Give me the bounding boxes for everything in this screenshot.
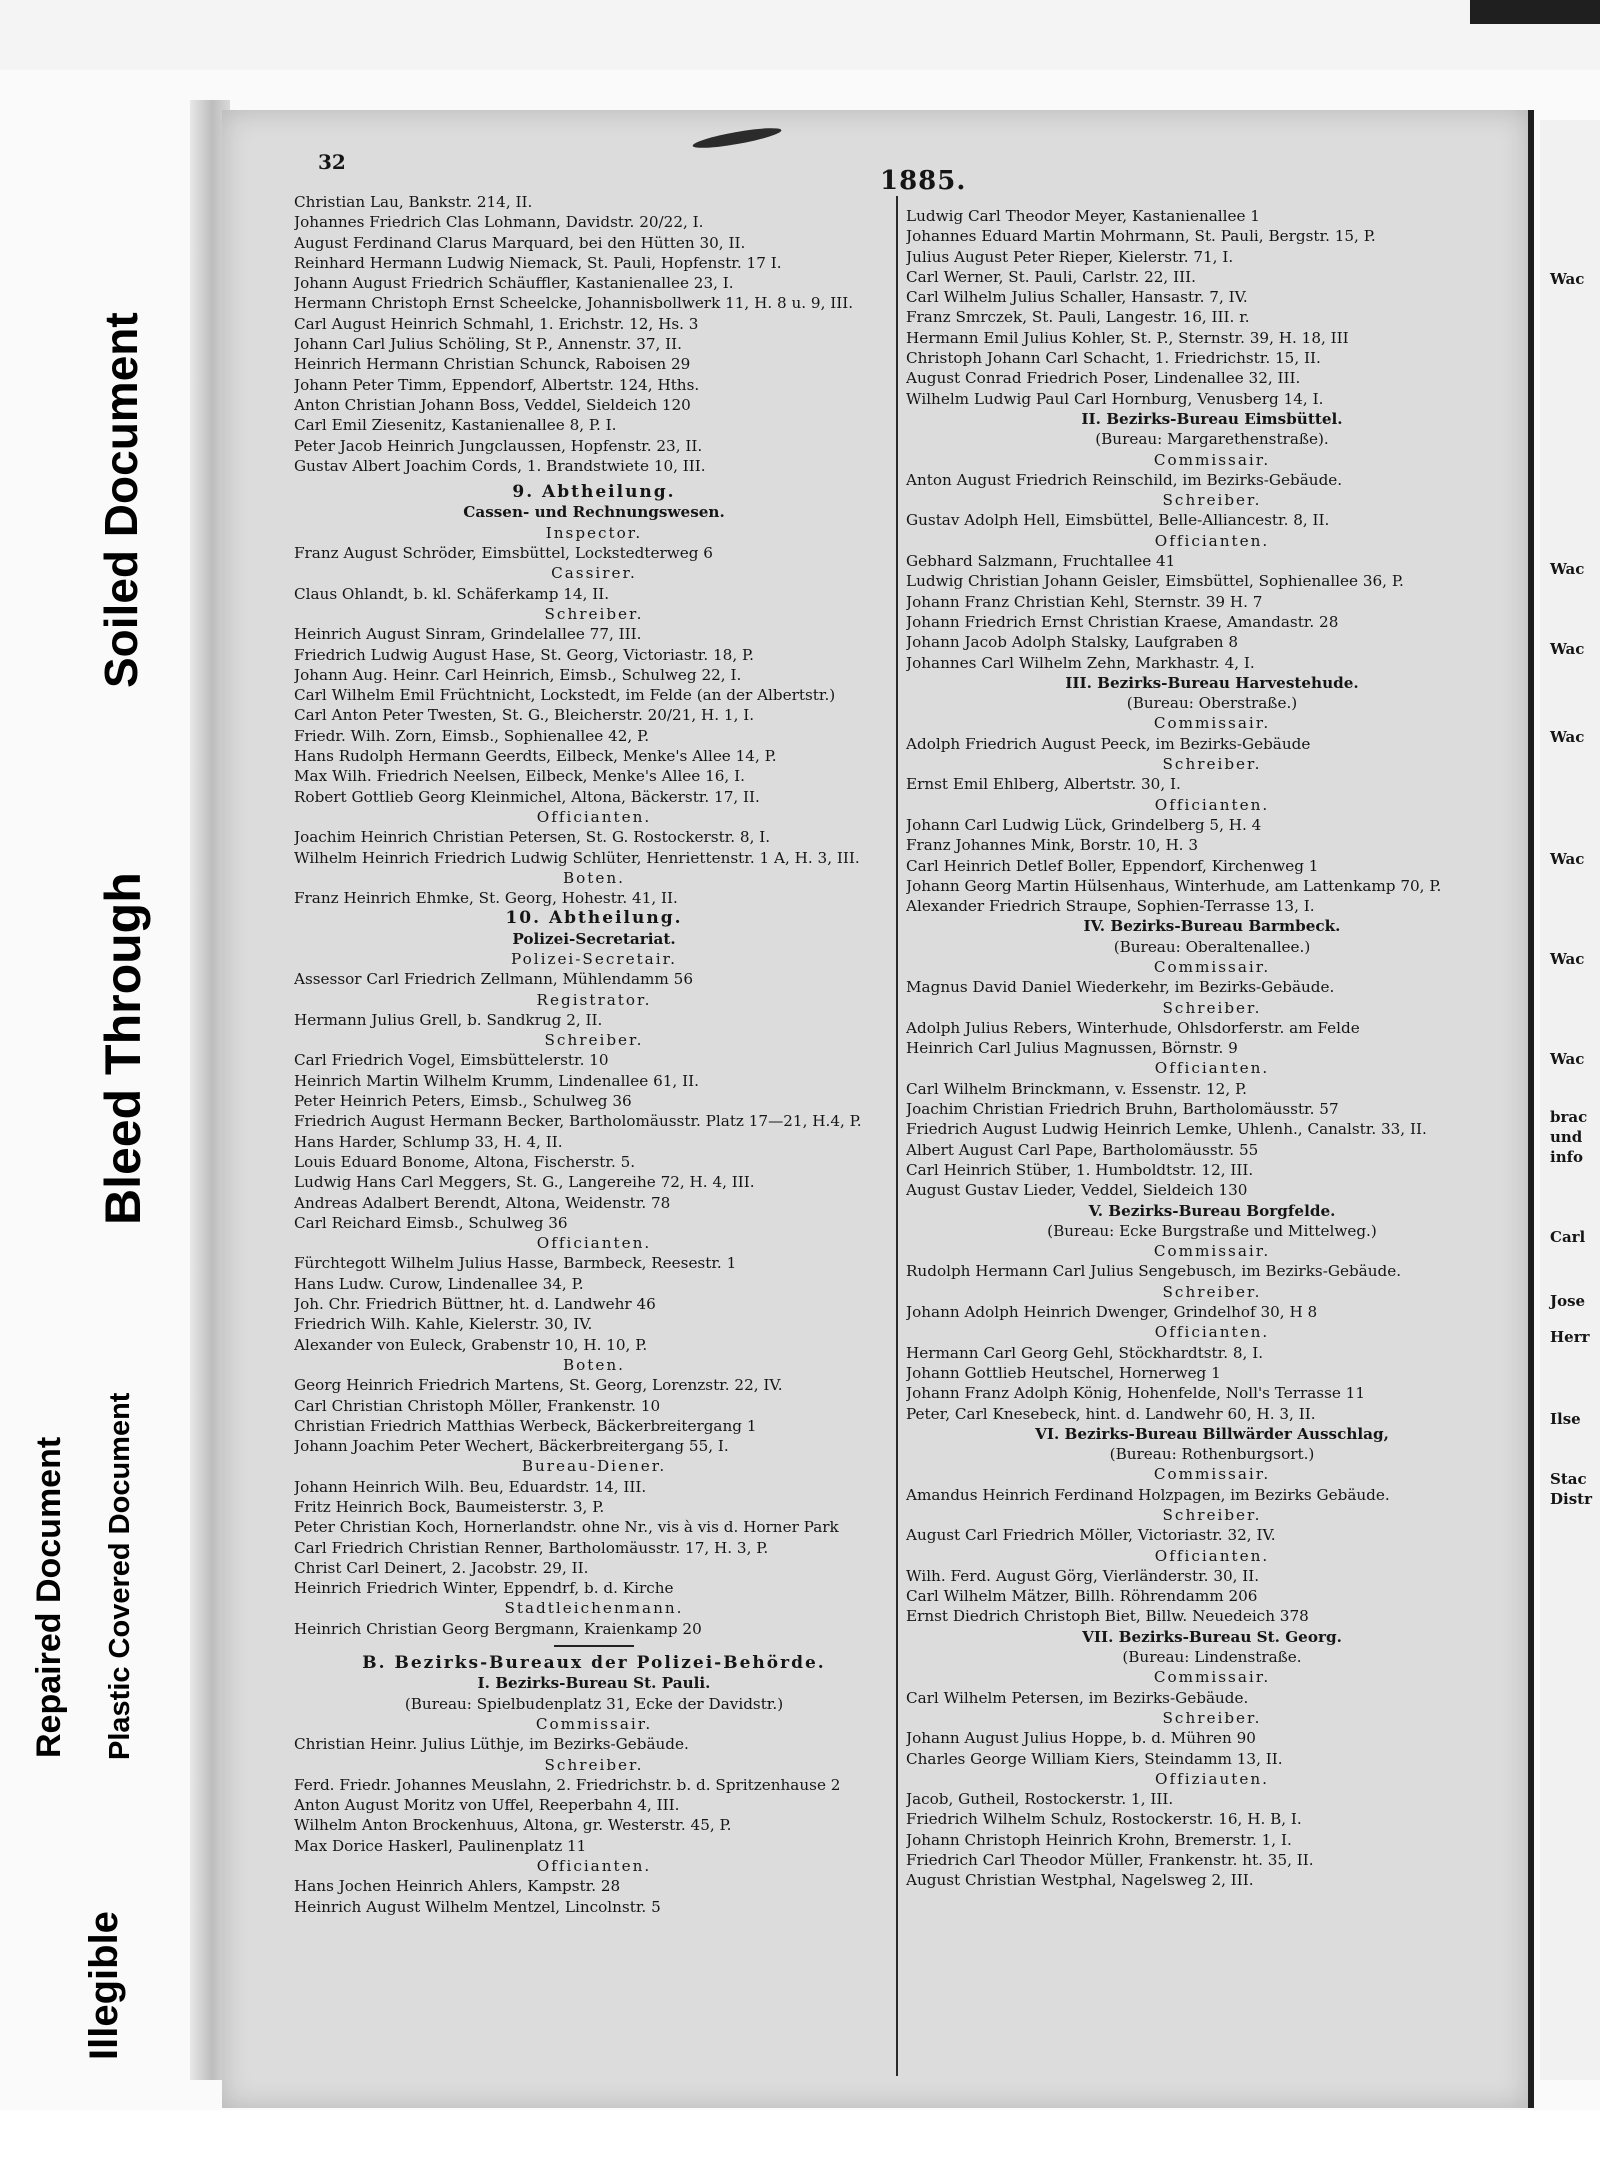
stamp-repaired: Repaired Document <box>30 1436 68 1758</box>
directory-entry: Johann Christoph Heinrich Krohn, Bremerstr. 1, I. <box>906 1830 1292 1849</box>
adjacent-page-fragment: Wac <box>1550 640 1585 658</box>
section-heading: Schreiber. <box>544 604 644 623</box>
section-heading: Polizei-Secretair. <box>510 949 678 968</box>
directory-entry: Alexander Friedrich Straupe, Sophien-Terrasse 13, I. <box>906 897 1315 916</box>
directory-entry: Max Dorice Haskerl, Paulinenplatz 11 <box>294 1836 587 1855</box>
directory-entry: Carl Friedrich Vogel, Eimsbüttelerstr. 10 <box>294 1051 609 1070</box>
adjacent-page-fragment: info <box>1550 1148 1584 1166</box>
directory-entry: Carl Heinrich Stüber, 1. Humboldtstr. 12, III. <box>906 1160 1254 1179</box>
section-heading: Schreiber. <box>1162 491 1262 510</box>
directory-entry: Franz Johannes Mink, Borstr. 10, H. 3 <box>906 836 1199 855</box>
section-heading: Commissair. <box>535 1714 653 1733</box>
directory-entry: Johann August Friedrich Schäuffler, Kastanienallee 23, I. <box>294 274 734 293</box>
section-heading: Officianten. <box>1154 1059 1270 1078</box>
section-heading: Inspector. <box>545 523 643 542</box>
section-heading: (Bureau: Rothenburgsort.) <box>1109 1445 1315 1464</box>
directory-entry: Claus Ohlandt, b. kl. Schäferkamp 14, II. <box>294 584 610 603</box>
directory-entry: Carl August Heinrich Schmahl, 1. Erichstr. 12, Hs. 3 <box>294 314 699 333</box>
section-heading: 9. Abtheilung. <box>512 482 676 503</box>
section-heading: Boten. <box>562 1355 625 1374</box>
directory-entry: Hans Ludw. Curow, Lindenallee 34, P. <box>294 1274 584 1293</box>
adjacent-page-fragment: brac <box>1550 1108 1588 1126</box>
directory-entry: Amandus Heinrich Ferdinand Holzpagen, im Bezirks Gebäude. <box>906 1485 1390 1504</box>
directory-entry: Johann Heinrich Wilh. Beu, Eduardstr. 14, III. <box>294 1477 647 1496</box>
adjacent-page-fragment: Wac <box>1550 950 1585 968</box>
section-rule <box>554 1645 634 1647</box>
directory-entry: Johann Jacob Adolph Stalsky, Laufgraben 8 <box>906 633 1239 652</box>
section-heading: Schreiber. <box>1162 998 1262 1017</box>
directory-entry: Magnus David Daniel Wiederkehr, im Bezirks-Gebäude. <box>906 978 1335 997</box>
left-column <box>294 192 894 1917</box>
adjacent-page-fragment: Wac <box>1550 1050 1585 1068</box>
section-heading: (Bureau: Ecke Burgstraße und Mittelweg.) <box>1047 1221 1377 1240</box>
directory-entry: Peter Jacob Heinrich Jungclaussen, Hopfenstr. 23, II. <box>294 436 703 455</box>
directory-entry: Charles George William Kiers, Steindamm 13, II. <box>906 1749 1283 1768</box>
directory-entry: Georg Heinrich Friedrich Martens, St. Georg, Lorenzstr. 22, IV. <box>294 1376 783 1395</box>
adjacent-page-fragment: Carl <box>1550 1228 1586 1246</box>
column-divider <box>896 196 898 2076</box>
section-heading: Commissair. <box>1153 957 1271 976</box>
directory-entry: Johannes Eduard Martin Mohrmann, St. Pauli, Bergstr. 15, P. <box>906 227 1376 246</box>
directory-entry: August Gustav Lieder, Veddel, Sieldeich 130 <box>906 1181 1248 1200</box>
adjacent-page-fragment: Wac <box>1550 560 1585 578</box>
directory-entry: Johann Franz Christian Kehl, Sternstr. 39 H. 7 <box>906 592 1263 611</box>
stamp-soiled: Soiled Document <box>95 312 147 688</box>
directory-entry: Franz August Schröder, Eimsbüttel, Lockstedterweg 6 <box>294 544 713 563</box>
section-heading: Schreiber. <box>544 1031 644 1050</box>
directory-entry: Rudolph Hermann Carl Julius Sengebusch, im Bezirks-Gebäude. <box>906 1262 1402 1281</box>
directory-entry: Robert Gottlieb Georg Kleinmichel, Altona, Bäckerstr. 17, II. <box>294 787 760 806</box>
adjacent-page-fragment: Herr <box>1550 1328 1590 1346</box>
adjacent-page-fragment: Wac <box>1550 728 1585 746</box>
directory-entry: Peter, Carl Knesebeck, hint. d. Landwehr 60, H. 3, II. <box>906 1404 1316 1423</box>
directory-entry: Friedr. Wilh. Zorn, Eimsb., Sophienallee 42, P. <box>294 726 650 745</box>
directory-entry: Christian Lau, Bankstr. 214, II. <box>294 193 533 211</box>
directory-entry: Heinrich Hermann Christian Schunck, Raboisen 29 <box>294 355 691 374</box>
directory-entry: Friedrich August Ludwig Heinrich Lemke, Uhlenh., Canalstr. 33, II. <box>906 1120 1427 1139</box>
section-heading: II. Bezirks-Bureau Eimsbüttel. <box>1081 409 1343 428</box>
section-heading: Commissair. <box>1153 1465 1271 1484</box>
directory-entry: Johannes Carl Wilhelm Zehn, Markhastr. 4, I. <box>906 653 1255 672</box>
adjacent-page-fragment: Distr <box>1550 1490 1592 1508</box>
adjacent-page-fragment: und <box>1550 1128 1583 1146</box>
directory-entry: Carl Christian Christoph Möller, Frankenstr. 10 <box>294 1396 661 1415</box>
directory-entry: Carl Anton Peter Twesten, St. G., Bleicherstr. 20/21, H. 1, I. <box>294 706 755 725</box>
section-heading: Cassirer. <box>551 564 637 583</box>
directory-entry: Andreas Adalbert Berendt, Altona, Weidenstr. 78 <box>294 1193 671 1212</box>
section-heading: Offiziauten. <box>1155 1769 1269 1788</box>
directory-entry: Carl Wilhelm Mätzer, Billh. Röhrendamm 206 <box>906 1587 1258 1606</box>
directory-entry: Anton August Moritz von Uffel, Reeperbahn 4, III. <box>294 1796 680 1815</box>
directory-entry: Gustav Albert Joachim Cords, 1. Brandstwiete 10, III. <box>294 456 706 475</box>
section-heading: Officianten. <box>1154 1546 1270 1565</box>
section-heading: Schreiber. <box>1162 1708 1262 1727</box>
page-year: 1885. <box>880 166 967 196</box>
directory-entry: Adolph Friedrich August Peeck, im Bezirks-Gebäude <box>906 734 1311 753</box>
directory-entry: Anton Christian Johann Boss, Veddel, Sieldeich 120 <box>294 395 691 414</box>
directory-entry: Anton August Friedrich Reinschild, im Bezirks-Gebäude. <box>906 470 1343 489</box>
directory-entry: Friedrich Ludwig August Hase, St. Georg, Victoriastr. 18, P. <box>294 645 754 664</box>
bottom-margin <box>0 2110 1600 2177</box>
adjacent-page-fragment: Wac <box>1550 270 1585 288</box>
section-heading: Bureau-Diener. <box>521 1457 667 1476</box>
directory-entry: Johann Georg Martin Hülsenhaus, Winterhude, am Lattenkamp 70, P. <box>906 876 1442 895</box>
section-heading: Schreiber. <box>1162 755 1262 774</box>
section-heading: Polizei-Secretariat. <box>512 929 676 948</box>
directory-entry: Ludwig Carl Theodor Meyer, Kastanienallee 1 <box>906 207 1260 225</box>
directory-entry: Friedrich August Hermann Becker, Bartholomäusstr. Platz 17—21, H.4, P. <box>294 1112 862 1131</box>
directory-entry: Peter Heinrich Peters, Eimsb., Schulweg 36 <box>294 1092 632 1111</box>
scan-artifact <box>1470 0 1600 24</box>
directory-entry: Hermann Julius Grell, b. Sandkrug 2, II. <box>294 1010 603 1029</box>
directory-entry: Johann Friedrich Ernst Christian Kraese, Amandastr. 28 <box>906 612 1339 631</box>
section-heading: III. Bezirks-Bureau Harvestehude. <box>1065 673 1359 692</box>
section-heading: IV. Bezirks-Bureau Barmbeck. <box>1083 917 1341 936</box>
directory-entry: Alexander von Euleck, Grabenstr 10, H. 10, P. <box>294 1335 648 1354</box>
directory-entry: Franz Heinrich Ehmke, St. Georg, Hohestr. 41, II. <box>294 889 678 908</box>
directory-entry: Gustav Adolph Hell, Eimsbüttel, Belle-Alliancestr. 8, II. <box>906 511 1330 530</box>
section-heading: (Bureau: Lindenstraße. <box>1122 1648 1302 1667</box>
page-divider <box>1528 110 1534 2108</box>
section-heading: I. Bezirks-Bureau St. Pauli. <box>477 1674 711 1693</box>
directory-entry: Christoph Johann Carl Schacht, 1. Friedrichstr. 15, II. <box>906 349 1321 368</box>
directory-entry: Johann Franz Adolph König, Hohenfelde, Noll's Terrasse 11 <box>906 1384 1365 1403</box>
adjacent-page-fragment: Jose <box>1550 1292 1586 1310</box>
directory-entry: Johannes Friedrich Clas Lohmann, Davidstr. 20/22, I. <box>294 213 704 232</box>
directory-entry: Julius August Peter Rieper, Kielerstr. 71, I. <box>906 247 1234 266</box>
directory-entry: Johann Joachim Peter Wechert, Bäckerbreitergang 55, I. <box>294 1437 729 1456</box>
directory-entry: Johann Carl Ludwig Lück, Grindelberg 5, H. 4 <box>906 815 1262 834</box>
directory-entry: Gebhard Salzmann, Fruchtallee 41 <box>906 552 1176 571</box>
section-heading: (Bureau: Oberstraße.) <box>1126 694 1298 713</box>
directory-entry: Joh. Chr. Friedrich Büttner, ht. d. Landwehr 46 <box>294 1295 656 1314</box>
directory-entry: Johann Peter Timm, Eppendorf, Albertstr. 124, Hths. <box>294 375 700 394</box>
directory-entry: Adolph Julius Rebers, Winterhude, Ohlsdorferstr. am Felde <box>906 1018 1360 1037</box>
directory-entry: Heinrich Christian Georg Bergmann, Kraienkamp 20 <box>294 1619 702 1638</box>
directory-entry: Ludwig Hans Carl Meggers, St. G., Langereihe 72, H. 4, III. <box>294 1173 755 1192</box>
section-heading: Officianten. <box>536 807 652 826</box>
directory-entry: August Ferdinand Clarus Marquard, bei den Hütten 30, II. <box>294 233 746 252</box>
directory-entry: Carl Friedrich Christian Renner, Bartholomäusstr. 17, H. 3, P. <box>294 1538 769 1557</box>
directory-entry: Joachim Heinrich Christian Petersen, St. G. Rostockerstr. 8, I. <box>294 828 771 847</box>
directory-entry: Ernst Diedrich Christoph Biet, Billw. Neuedeich 378 <box>906 1607 1309 1626</box>
directory-entry: August Conrad Friedrich Poser, Lindenallee 32, III. <box>906 369 1301 388</box>
adjacent-page <box>1540 120 1600 2080</box>
directory-entry: Albert August Carl Pape, Bartholomäusstr. 55 <box>906 1140 1259 1159</box>
directory-entry: Carl Emil Ziesenitz, Kastanienallee 8, P. I. <box>294 416 617 435</box>
directory-entry: Hermann Emil Julius Kohler, St. P., Sternstr. 39, H. 18, III <box>906 328 1349 347</box>
section-heading: VII. Bezirks-Bureau St. Georg. <box>1082 1627 1342 1646</box>
directory-entry: Fritz Heinrich Bock, Baumeisterstr. 3, P. <box>294 1498 605 1516</box>
directory-entry: Heinrich August Wilhelm Mentzel, Lincolnstr. 5 <box>294 1897 661 1916</box>
adjacent-page-fragment: Wac <box>1550 850 1585 868</box>
stamp-bleed-through: Bleed Through <box>95 872 151 1225</box>
section-heading: Commissair. <box>1153 1668 1271 1687</box>
adjacent-page-fragment: Ilse <box>1550 1410 1581 1428</box>
directory-entry: Reinhard Hermann Ludwig Niemack, St. Pauli, Hopfenstr. 17 I. <box>294 253 782 272</box>
directory-entry: Friedrich Wilhelm Schulz, Rostockerstr. 16, H. B, I. <box>906 1810 1302 1829</box>
directory-entry: Fürchtegott Wilhelm Julius Hasse, Barmbeck, Reesestr. 1 <box>294 1254 737 1273</box>
directory-entry: Carl Werner, St. Pauli, Carlstr. 22, III. <box>906 267 1196 286</box>
directory-entry: Wilhelm Ludwig Paul Carl Hornburg, Venusberg 14, I. <box>906 389 1324 408</box>
section-heading: V. Bezirks-Bureau Borgfelde. <box>1088 1201 1336 1220</box>
directory-entry: Johann Adolph Heinrich Dwenger, Grindelhof 30, H 8 <box>906 1303 1318 1322</box>
directory-entry: Friedrich Wilh. Kahle, Kielerstr. 30, IV. <box>294 1315 593 1334</box>
section-heading: Stadtleichenmann. <box>504 1599 684 1618</box>
directory-entry: Carl Wilhelm Petersen, im Bezirks-Gebäude. <box>906 1688 1249 1707</box>
directory-entry: Hans Harder, Schlump 33, H. 4, II. <box>294 1132 563 1151</box>
directory-entry: Jacob, Gutheil, Rostockerstr. 1, III. <box>906 1790 1174 1809</box>
section-heading: Cassen- und Rechnungswesen. <box>463 503 725 522</box>
directory-entry: Heinrich Martin Wilhelm Krumm, Lindenallee 61, II. <box>294 1071 699 1090</box>
directory-entry: Franz Smrczek, St. Pauli, Langestr. 16, III. r. <box>906 308 1250 327</box>
directory-entry: Christ Carl Deinert, 2. Jacobstr. 29, II. <box>294 1558 589 1577</box>
directory-entry: Hans Jochen Heinrich Ahlers, Kampstr. 28 <box>294 1877 621 1896</box>
directory-entry: Wilhelm Heinrich Friedrich Ludwig Schlüter, Henriettenstr. 1 A, H. 3, III. <box>294 848 860 867</box>
directory-entry: Heinrich Friedrich Winter, Eppendrf, b. d. Kirche <box>294 1579 674 1598</box>
directory-entry: Heinrich August Sinram, Grindelallee 77, III. <box>294 625 642 644</box>
directory-entry: Wilh. Ferd. August Görg, Vierländerstr. 30, II. <box>906 1566 1260 1585</box>
directory-entry: Christian Heinr. Julius Lüthje, im Bezirks-Gebäude. <box>294 1735 689 1754</box>
section-heading: Schreiber. <box>544 1755 644 1774</box>
section-heading: Boten. <box>562 868 625 887</box>
directory-entry: Johann Aug. Heinr. Carl Heinrich, Eimsb., Schulweg 22, I. <box>294 665 742 684</box>
section-heading: Schreiber. <box>1162 1506 1262 1524</box>
section-heading: 10. Abtheilung. <box>505 908 683 929</box>
directory-entry: Carl Wilhelm Julius Schaller, Hansastr. 7, IV. <box>906 288 1248 307</box>
directory-entry: Max Wilh. Friedrich Neelsen, Eilbeck, Menke's Allee 16, I. <box>294 767 745 786</box>
section-heading: B. Bezirks-Bureaux der Polizei-Behörde. <box>362 1653 826 1674</box>
document-page <box>222 110 1528 2108</box>
stamp-illegible: Illegible <box>82 1911 126 2060</box>
directory-entry: Peter Christian Koch, Hornerlandstr. ohne Nr., vis à vis d. Horner Park <box>294 1518 839 1537</box>
section-heading: (Bureau: Spielbudenplatz 31, Ecke der Davidstr.) <box>404 1694 784 1713</box>
directory-entry: Hans Rudolph Hermann Geerdts, Eilbeck, Menke's Allee 14, P. <box>294 747 777 766</box>
section-heading: Officianten. <box>1154 1323 1270 1342</box>
directory-entry: August Carl Friedrich Möller, Victoriastr. 32, IV. <box>906 1526 1276 1545</box>
directory-entry: Ludwig Christian Johann Geisler, Eimsbüttel, Sophienallee 36, P. <box>906 572 1404 591</box>
section-heading: Registrator. <box>536 990 652 1009</box>
stamp-plastic: Plastic Covered Document <box>104 1392 136 1760</box>
adjacent-page-fragment: Stac <box>1550 1470 1587 1488</box>
directory-entry: Johann August Julius Hoppe, b. d. Mühren 90 <box>906 1729 1256 1748</box>
top-margin <box>0 0 1600 70</box>
section-heading: (Bureau: Oberaltenallee.) <box>1113 937 1311 956</box>
section-heading: Commissair. <box>1153 450 1271 469</box>
directory-entry: Friedrich Carl Theodor Müller, Frankenstr. ht. 35, II. <box>906 1851 1314 1870</box>
ink-smudge <box>692 124 783 151</box>
directory-entry: Johann Gottlieb Heutschel, Hornerweg 1 <box>906 1363 1221 1382</box>
directory-entry: August Christian Westphal, Nagelsweg 2, III. <box>906 1871 1254 1890</box>
section-heading: Commissair. <box>1153 714 1271 733</box>
section-heading: Officianten. <box>536 1234 652 1253</box>
directory-entry: Hermann Carl Georg Gehl, Stöckhardtstr. 8, I. <box>906 1343 1264 1362</box>
directory-entry: Christian Friedrich Matthias Werbeck, Bäckerbreitergang 1 <box>294 1416 757 1435</box>
right-column <box>906 206 1518 1891</box>
section-heading: Officianten. <box>536 1857 652 1876</box>
section-heading: VI. Bezirks-Bureau Billwärder Ausschlag, <box>1035 1424 1389 1443</box>
directory-entry: Carl Wilhelm Emil Früchtnicht, Lockstedt, im Felde (an der Albertstr.) <box>294 686 836 705</box>
section-heading: Officianten. <box>1154 795 1270 814</box>
directory-entry: Johann Carl Julius Schöling, St P., Annenstr. 37, II. <box>294 335 682 354</box>
section-heading: (Bureau: Margarethenstraße). <box>1095 430 1329 449</box>
directory-entry: Ernst Emil Ehlberg, Albertstr. 30, I. <box>906 775 1181 794</box>
section-heading: Officianten. <box>1154 531 1270 550</box>
directory-entry: Joachim Christian Friedrich Bruhn, Bartholomäusstr. 57 <box>906 1100 1339 1119</box>
directory-entry: Ferd. Friedr. Johannes Meuslahn, 2. Friedrichstr. b. d. Spritzenhause 2 <box>294 1775 841 1794</box>
directory-entry: Assessor Carl Friedrich Zellmann, Mühlendamm 56 <box>294 970 693 989</box>
directory-entry: Carl Heinrich Detlef Boller, Eppendorf, Kirchenweg 1 <box>906 856 1319 875</box>
directory-entry: Wilhelm Anton Brockenhuus, Altona, gr. Westerstr. 45, P. <box>294 1816 732 1835</box>
directory-entry: Heinrich Carl Julius Magnussen, Börnstr. 9 <box>906 1039 1238 1058</box>
page-number: 32 <box>318 150 346 174</box>
directory-entry: Louis Eduard Bonome, Altona, Fischerstr. 5. <box>294 1152 636 1171</box>
directory-entry: Hermann Christoph Ernst Scheelcke, Johannisbollwerk 11, H. 8 u. 9, III. <box>294 294 854 313</box>
section-heading: Commissair. <box>1153 1242 1271 1261</box>
directory-entry: Carl Wilhelm Brinckmann, v. Essenstr. 12, P. <box>906 1079 1247 1098</box>
directory-entry: Carl Reichard Eimsb., Schulweg 36 <box>294 1213 568 1232</box>
section-heading: Schreiber. <box>1162 1282 1262 1301</box>
